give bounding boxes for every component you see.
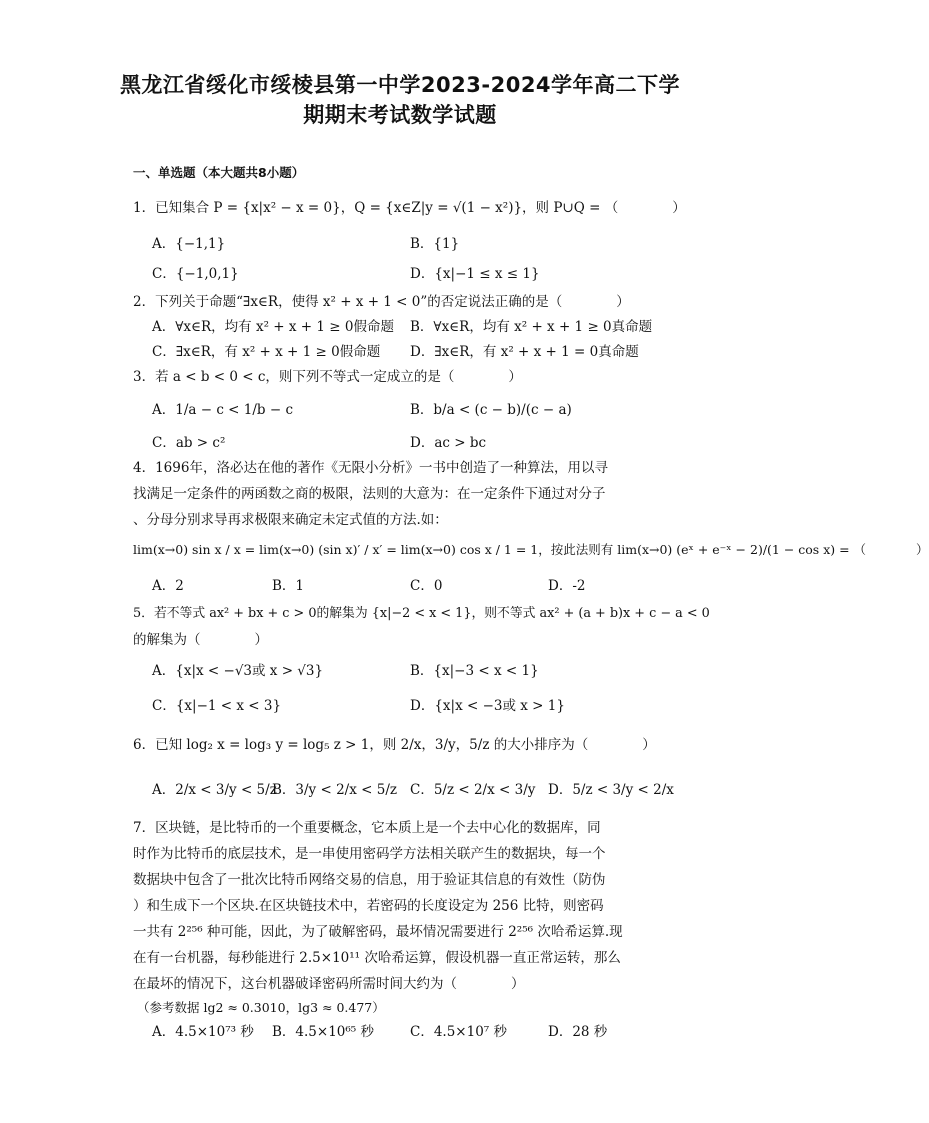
section-heading: 一、单选题（本大题共8小题）	[133, 165, 305, 180]
question-4-option-a: A．2	[152, 578, 184, 594]
question-6-option-b: B．3/y < 2/x < 5/z	[272, 782, 397, 798]
exam-title-line2: 期期末考试数学试题	[303, 103, 497, 127]
question-2-option-b: B．∀x∈R，均有 x² + x + 1 ≥ 0真命题	[410, 319, 653, 335]
question-7-line-6: 在有一台机器，每秒能进行 2.5×10¹¹ 次哈希运算，假设机器一直正常运转，那么	[133, 950, 621, 966]
question-4-formula: lim(x→0) sin x / x = lim(x→0) (sin x)′ / x′ = lim(x→0) cos x / 1 = 1，按此法则有 lim(x→0) (eˣ + e⁻ˣ − 2)/(1 − cos x) = （ ）	[133, 542, 929, 557]
question-4-option-b: B．1	[272, 578, 305, 594]
question-7-line-7: 在最坏的情况下，这台机器破译密码所需时间大约为（ ）	[133, 976, 525, 992]
question-3-option-d: D．ac > bc	[410, 435, 487, 451]
question-5-option-b: B．{x|−3 < x < 1}	[410, 663, 539, 679]
question-5-stem-cont: 的解集为（ ）	[133, 632, 268, 648]
question-1-option-c: C．{−1,0,1}	[152, 266, 239, 282]
question-7-option-b: B．4.5×10⁶⁵ 秒	[272, 1024, 374, 1040]
question-1-stem: 1．已知集合 P = {x|x² − x = 0}，Q = {x∈Z|y = √(1 − x²)}，则 P∪Q = （ ）	[133, 200, 686, 216]
question-7-line-5: 一共有 2²⁵⁶ 种可能，因此，为了破解密码，最坏情况需要进行 2²⁵⁶ 次哈希运算.现	[133, 924, 623, 940]
question-3-option-a: A．1/a − c < 1/b − c	[152, 402, 294, 418]
question-7-option-c: C．4.5×10⁷ 秒	[410, 1024, 507, 1040]
question-6-option-c: C．5/z < 2/x < 3/y	[410, 782, 536, 798]
question-7-line-1: 7．区块链，是比特币的一个重要概念，它本质上是一个去中心化的数据库，同	[133, 820, 601, 836]
question-1-option-a: A．{−1,1}	[152, 236, 226, 252]
question-6-stem: 6．已知 log₂ x = log₃ y = log₅ z > 1，则 2/x，3/y，5/z 的大小排序为（ ）	[133, 737, 656, 753]
exam-title-line1: 黑龙江省绥化市绥棱县第一中学2023-2024学年高二下学	[119, 73, 681, 97]
question-6-option-d: D．5/z < 3/y < 2/x	[548, 782, 674, 798]
question-2-stem: 2．下列关于命题“∃x∈R，使得 x² + x + 1 < 0”的否定说法正确的是（ ）	[133, 294, 630, 310]
question-4-option-d: D．-2	[548, 578, 586, 594]
question-3-option-b: B．b/a < (c − b)/(c − a)	[410, 402, 572, 418]
question-1-option-d: D．{x|−1 ≤ x ≤ 1}	[410, 266, 540, 282]
question-4-option-c: C．0	[410, 578, 443, 594]
question-1-option-b: B．{1}	[410, 236, 460, 252]
question-4-line-2: 找满足一定条件的两函数之商的极限，法则的大意为：在一定条件下通过对分子	[133, 486, 606, 502]
question-7-line-4: ）和生成下一个区块.在区块链技术中，若密码的长度设定为 256 比特，则密码	[133, 898, 604, 914]
question-5-stem: 5．若不等式 ax² + bx + c > 0的解集为 {x|−2 < x < 1}，则不等式 ax² + (a + b)x + c − a < 0	[133, 606, 710, 621]
question-3-option-c: C．ab > c²	[152, 435, 226, 451]
question-5-option-d: D．{x|x < −3或 x > 1}	[410, 698, 565, 714]
question-5-option-a: A．{x|x < −√3或 x > √3}	[152, 663, 324, 679]
question-2-option-a: A．∀x∈R，均有 x² + x + 1 ≥ 0假命题	[152, 319, 394, 335]
question-5-option-c: C．{x|−1 < x < 3}	[152, 698, 282, 714]
question-7-line-2: 时作为比特币的底层技术，是一串使用密码学方法相关联产生的数据块，每一个	[133, 846, 606, 862]
question-2-option-c: C．∃x∈R，有 x² + x + 1 ≥ 0假命题	[152, 344, 381, 360]
question-7-option-d: D．28 秒	[548, 1024, 608, 1040]
question-7-line-3: 数据块中包含了一批次比特币网络交易的信息，用于验证其信息的有效性（防伪	[133, 872, 606, 888]
question-7-option-a: A．4.5×10⁷³ 秒	[152, 1024, 254, 1040]
question-6-option-a: A．2/x < 3/y < 5/z	[152, 782, 277, 798]
question-2-option-d: D．∃x∈R，有 x² + x + 1 = 0真命题	[410, 344, 639, 360]
question-7-reference-data: （参考数据 lg2 ≈ 0.3010，lg3 ≈ 0.477）	[137, 1000, 385, 1015]
question-4-line-1: 4．1696年，洛必达在他的著作《无限小分析》一书中创造了一种算法，用以寻	[133, 460, 608, 476]
question-3-stem: 3．若 a < b < 0 < c，则下列不等式一定成立的是（ ）	[133, 369, 522, 385]
question-4-line-3: 、分母分别求导再求极限来确定未定式值的方法.如：	[133, 512, 448, 528]
